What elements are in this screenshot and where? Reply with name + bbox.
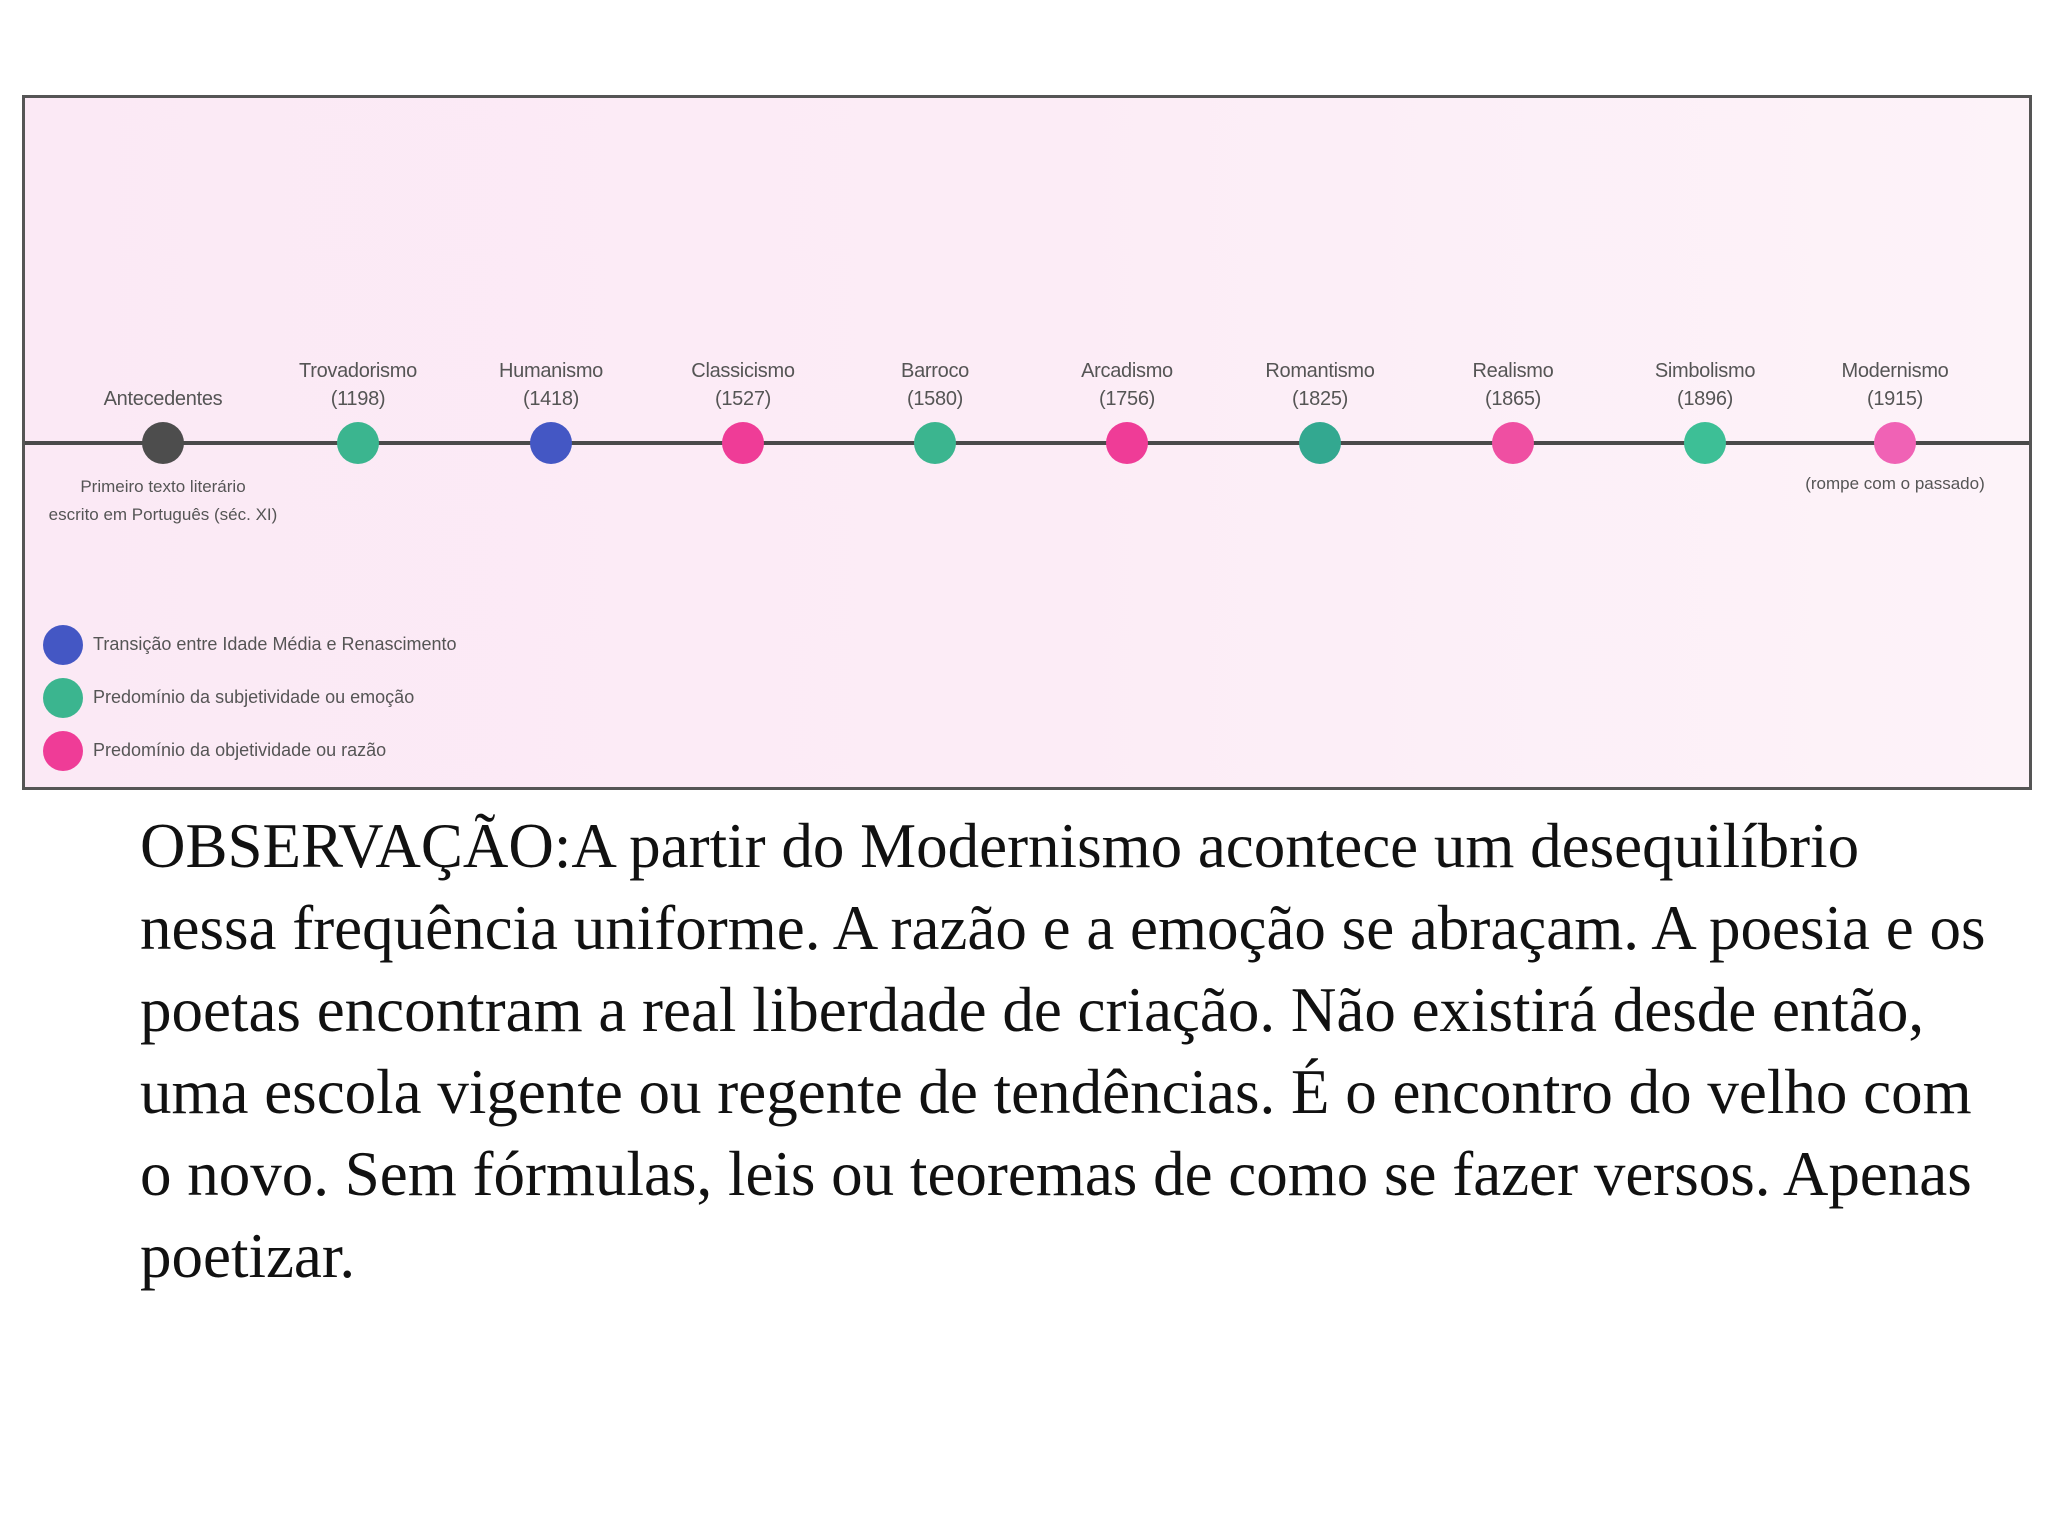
node-year: (1825) xyxy=(1291,388,1348,410)
node-dot xyxy=(1492,422,1534,464)
legend-item-objectivity xyxy=(43,724,457,777)
node-name: Classicismo xyxy=(691,360,795,382)
node-name: Humanismo xyxy=(499,360,603,382)
legend xyxy=(43,618,457,777)
node-name: Simbolismo xyxy=(1654,360,1756,382)
node-year: (1896) xyxy=(1676,388,1733,410)
node-dot xyxy=(1106,422,1148,464)
node-name: Arcadismo xyxy=(1081,360,1173,382)
node-name: Trovadorismo xyxy=(299,360,417,382)
node-note: (rompe com o passado) xyxy=(1805,474,1985,493)
legend-label: Predomínio da subjetividade ou emoção xyxy=(93,687,415,707)
node-dot xyxy=(1299,422,1341,464)
node-dot xyxy=(142,422,184,464)
observation-text: OBSERVAÇÃO:A partir do Modernismo acontece um desequilíbrio nessa frequência uniforme. A razão e a emoção se abraçam. A poesia e os poetas encontram a real liberdade de criação. Não existirá desde então, uma escola vigente ou regente de tendências. É o encontro do velho com o novo. Sem fórmulas, leis ou teoremas de como se fazer versos. Apenas poetizar. xyxy=(140,811,1986,1291)
legend-item-subjectivity xyxy=(43,671,457,724)
node-year: (1418) xyxy=(522,388,579,410)
node-year: (1756) xyxy=(1098,388,1155,410)
node-name: Realismo xyxy=(1472,360,1554,382)
node-dot xyxy=(1684,422,1726,464)
legend-swatch xyxy=(43,625,83,665)
node-year: (1527) xyxy=(714,388,771,410)
node-name: Romantismo xyxy=(1265,360,1375,382)
node-note: Primeiro texto literário escrito em Português (séc. XI) xyxy=(48,477,278,524)
node-year: (1580) xyxy=(906,388,963,410)
node-year: (1198) xyxy=(330,388,386,410)
legend-label: Transição entre Idade Média e Renascimento xyxy=(93,634,457,654)
node-year: (1915) xyxy=(1866,388,1923,410)
node-name: Modernismo xyxy=(1841,360,1949,382)
legend-swatch xyxy=(43,731,83,771)
node-dot xyxy=(914,422,956,464)
legend-item-transition xyxy=(43,618,457,671)
node-dot xyxy=(1874,422,1916,464)
node-dot xyxy=(722,422,764,464)
timeline-axis xyxy=(25,441,2029,445)
node-year: (1865) xyxy=(1484,388,1541,410)
timeline-panel xyxy=(22,95,2032,790)
legend-swatch xyxy=(43,678,83,718)
node-dot xyxy=(337,422,379,464)
legend-label: Predomínio da objetividade ou razão xyxy=(93,740,387,760)
node-name: Barroco xyxy=(901,360,969,382)
node-dot xyxy=(530,422,572,464)
node-name: Antecedentes xyxy=(103,388,223,410)
